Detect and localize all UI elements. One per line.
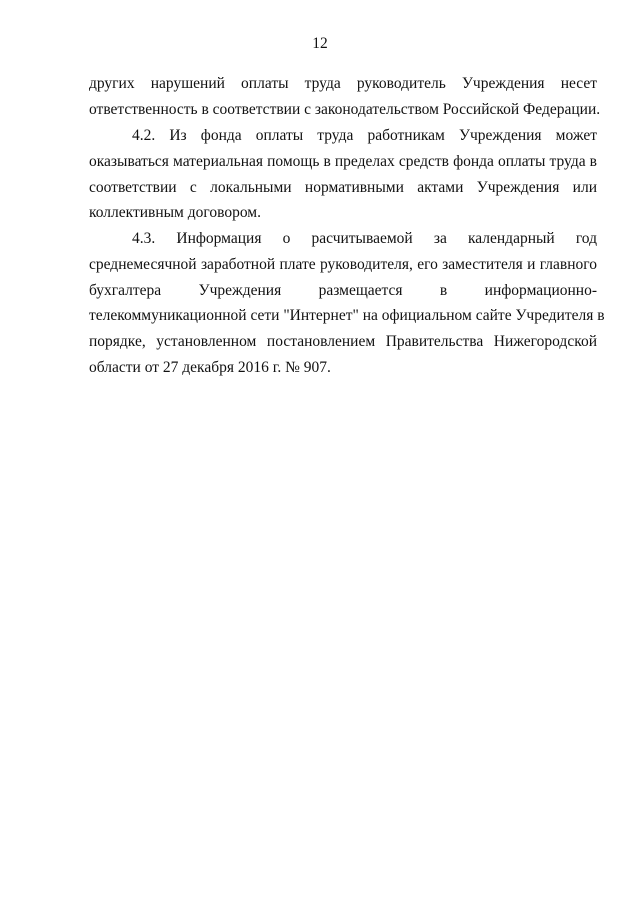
paragraph-line: бухгалтера Учреждения размещается в информационно- — [89, 281, 597, 299]
paragraph-line: оказываться материальная помощь в пределах средств фонда оплаты труда в — [89, 152, 597, 170]
paragraph-line: области от 27 декабря 2016 г. № 907. — [89, 358, 331, 376]
paragraph-line: 4.3. Информация о расчитываемой за календарный год — [132, 230, 597, 247]
paragraph-line: ответственность в соответствии с законодательством Российской Федерации. — [89, 100, 601, 118]
paragraph-continuation — [89, 71, 601, 123]
paragraph-line: других нарушений оплаты труда руководитель Учреждения несет — [89, 75, 597, 92]
paragraph-line: 4.2. Из фонда оплаты труда работникам Учреждения может — [132, 127, 597, 144]
paragraph-line: телекоммуникационной сети "Интернет" на официальном сайте Учредителя в — [89, 307, 605, 325]
paragraph-line: среднемесячной заработной плате руководителя, его заместителя и главного — [89, 255, 597, 273]
paragraph-line: коллективным договором. — [89, 204, 261, 222]
paragraph-line: порядке, установленном постановлением Правительства Нижегородской — [89, 333, 597, 351]
paragraph-4-2 — [89, 123, 597, 226]
paragraph-line: соответствии с локальными нормативными актами Учреждения или — [89, 178, 597, 196]
paragraph-4-3 — [89, 226, 605, 381]
page-number: 12 — [312, 35, 328, 52]
